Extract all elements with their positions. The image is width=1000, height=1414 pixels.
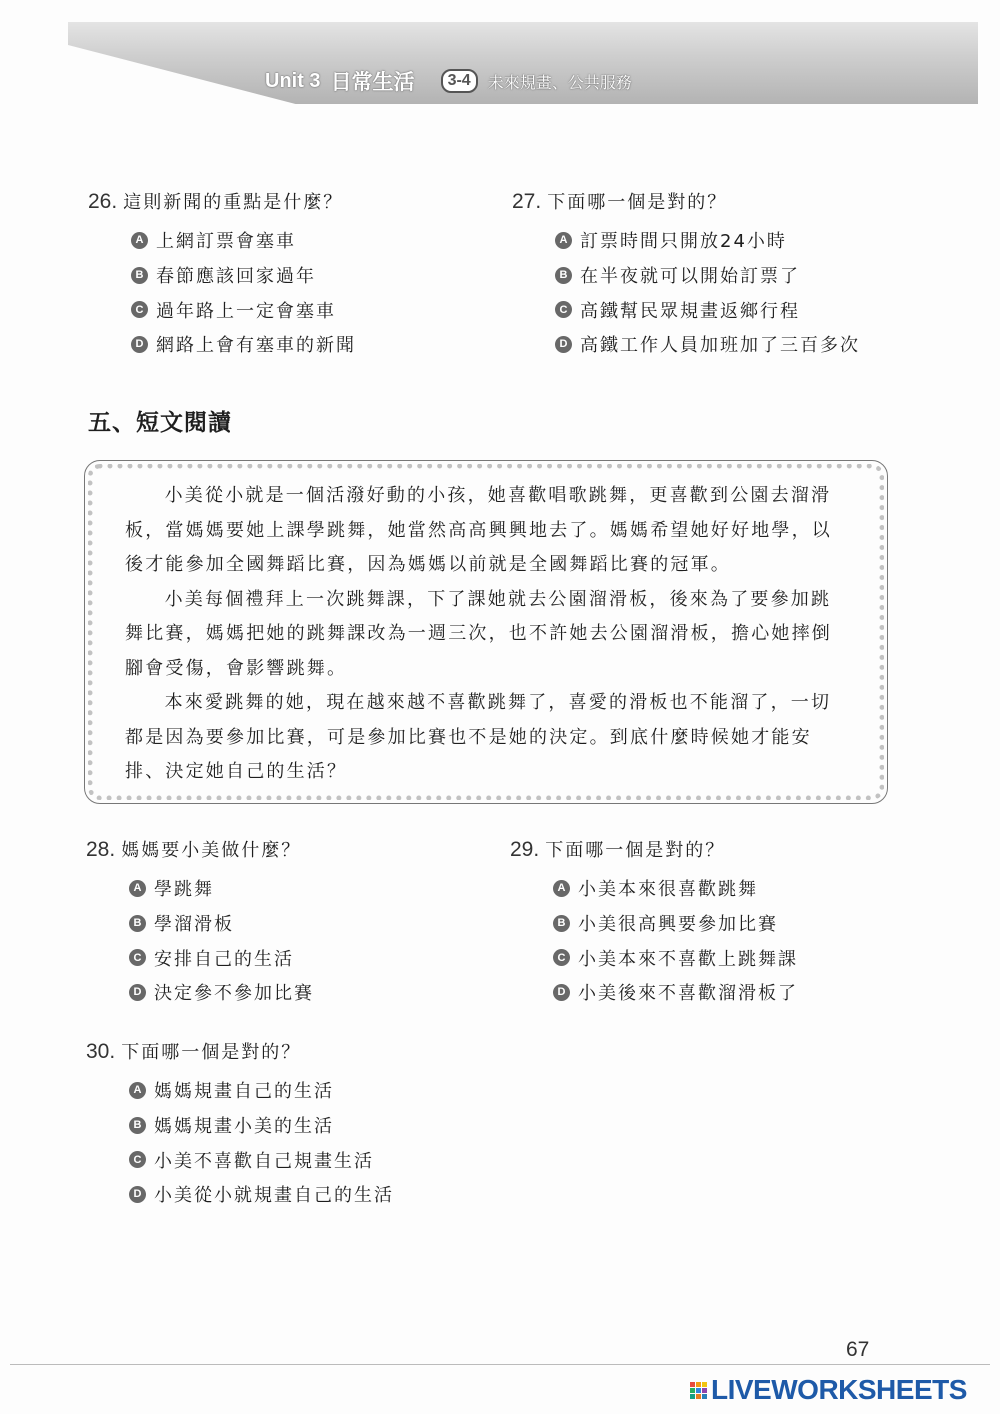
option-text: 媽媽規畫自己的生活 [154, 1081, 334, 1103]
option-a[interactable] [553, 871, 798, 906]
option-text: 學溜滑板 [154, 914, 234, 936]
passage-paragraph: 小美每個禮拜上一次跳舞課，下了課她就去公園溜滑板，後來為了要參加跳舞比賽，媽媽把她的跳舞課改為一週三次，也不許她去公園溜滑板，擔心她摔倒腳會受傷，會影響跳舞。 [125, 588, 832, 679]
option-text: 高鐵幫民眾規畫返鄉行程 [580, 300, 800, 322]
option-d[interactable] [129, 975, 314, 1010]
unit-topic: 日常生活 [330, 70, 415, 94]
option-letter-badge: B [129, 915, 146, 932]
option-d[interactable] [555, 327, 860, 362]
lesson-subtopic: 未來規畫、公共服務 [487, 72, 632, 92]
logo-square [702, 1388, 707, 1393]
option-c[interactable] [129, 940, 314, 975]
option-letter-badge: B [553, 915, 570, 932]
passage-paragraph: 本來愛跳舞的她，現在越來越不喜歡跳舞了，喜愛的滑板也不能溜了，一切都是因為要參加比賽，可是參加比賽也不是她的決定。到底什麼時候她才能安排、決定她自己的生活？ [125, 692, 832, 782]
question-text: 這則新聞的重點是什麼？ [123, 192, 344, 213]
passage-paragraph: 小美從小就是一個活潑好動的小孩，她喜歡唱歌跳舞，更喜歡到公園去溜滑板，當媽媽要她上課學跳舞，她當然高高興興地去了。媽媽希望她好好地學，以後才能參加全國舞蹈比賽，因為媽媽以前就是全國舞蹈比賽的冠軍。 [125, 485, 832, 575]
logo-square [690, 1394, 695, 1399]
option-b[interactable] [131, 258, 356, 293]
option-text: 小美從小就規畫自己的生活 [154, 1185, 394, 1207]
option-letter-badge: B [555, 267, 572, 284]
question-text: 下面哪一個是對的？ [121, 1042, 302, 1063]
question-number: 29. [510, 838, 540, 861]
option-letter-badge: C [129, 949, 146, 966]
option-c[interactable] [129, 1142, 394, 1177]
option-b[interactable] [555, 258, 860, 293]
question-27 [512, 188, 860, 362]
option-letter-badge: A [555, 232, 572, 249]
option-a[interactable] [131, 223, 356, 258]
option-text: 春節應該回家過年 [156, 266, 316, 288]
option-letter-badge: A [553, 880, 570, 897]
option-text: 安排自己的生活 [154, 948, 294, 970]
option-a[interactable] [129, 1073, 394, 1108]
question-26 [88, 188, 356, 362]
option-text: 過年路上一定會塞車 [156, 300, 336, 322]
option-text: 高鐵工作人員加班加了三百多次 [580, 335, 860, 357]
option-letter-badge: D [555, 336, 572, 353]
footer-divider [10, 1364, 990, 1365]
question-number: 27. [512, 190, 542, 213]
question-text: 下面哪一個是對的？ [545, 840, 726, 861]
logo-square [702, 1394, 707, 1399]
option-c[interactable] [555, 292, 860, 327]
option-d[interactable] [131, 327, 356, 362]
option-text: 小美本來不喜歡上跳舞課 [578, 948, 798, 970]
option-c[interactable] [131, 292, 356, 327]
option-letter-badge: A [129, 1082, 146, 1099]
option-text: 在半夜就可以開始訂票了 [580, 266, 800, 288]
question-number: 28. [86, 838, 116, 861]
option-letter-badge: C [129, 1151, 146, 1168]
logo-square [690, 1388, 695, 1393]
option-text: 小美不喜歡自己規畫生活 [154, 1150, 374, 1172]
logo-square [696, 1388, 701, 1393]
option-b[interactable] [553, 906, 798, 941]
logo-square [690, 1382, 695, 1387]
logo-square [696, 1382, 701, 1387]
option-letter-badge: C [553, 949, 570, 966]
question-28 [86, 836, 314, 1010]
option-text: 小美很高興要參加比賽 [578, 914, 778, 936]
option-text: 上網訂票會塞車 [156, 231, 296, 253]
option-text: 小美本來很喜歡跳舞 [578, 879, 758, 901]
unit-label: Unit 3 [265, 69, 321, 92]
liveworksheets-logo[interactable] [690, 1374, 967, 1406]
option-text: 學跳舞 [154, 879, 214, 901]
question-text: 媽媽要小美做什麼？ [121, 840, 302, 861]
question-29 [510, 836, 798, 1010]
option-c[interactable] [553, 940, 798, 975]
lesson-badge: 3-4 [441, 69, 478, 93]
question-30 [86, 1038, 394, 1212]
option-letter-badge: D [131, 336, 148, 353]
reading-passage [84, 460, 888, 804]
question-number: 26. [88, 190, 118, 213]
option-text: 網路上會有塞車的新聞 [156, 335, 356, 357]
option-text: 小美後來不喜歡溜滑板了 [578, 983, 798, 1005]
option-d[interactable] [129, 1177, 394, 1212]
option-letter-badge: A [131, 232, 148, 249]
brand-text: LIVEWORKSHEETS [711, 1374, 967, 1405]
logo-square [702, 1382, 707, 1387]
option-letter-badge: B [131, 267, 148, 284]
logo-grid-icon [690, 1382, 707, 1399]
option-text: 訂票時間只開放24小時 [580, 231, 787, 253]
header-title [265, 66, 632, 96]
option-letter-badge: D [553, 984, 570, 1001]
option-a[interactable] [555, 223, 860, 258]
option-a[interactable] [129, 871, 314, 906]
option-text: 媽媽規畫小美的生活 [154, 1116, 334, 1138]
logo-square [696, 1394, 701, 1399]
option-b[interactable] [129, 906, 314, 941]
option-letter-badge: B [129, 1117, 146, 1134]
option-letter-badge: C [555, 301, 572, 318]
option-letter-badge: C [131, 301, 148, 318]
option-d[interactable] [553, 975, 798, 1010]
question-number: 30. [86, 1040, 116, 1063]
option-b[interactable] [129, 1108, 394, 1143]
option-letter-badge: D [129, 1186, 146, 1203]
option-text: 決定參不參加比賽 [154, 983, 314, 1005]
page-number: 67 [846, 1338, 870, 1361]
option-letter-badge: D [129, 984, 146, 1001]
section-title: 五、短文閱讀 [88, 410, 232, 436]
question-text: 下面哪一個是對的？ [547, 192, 728, 213]
option-letter-badge: A [129, 880, 146, 897]
